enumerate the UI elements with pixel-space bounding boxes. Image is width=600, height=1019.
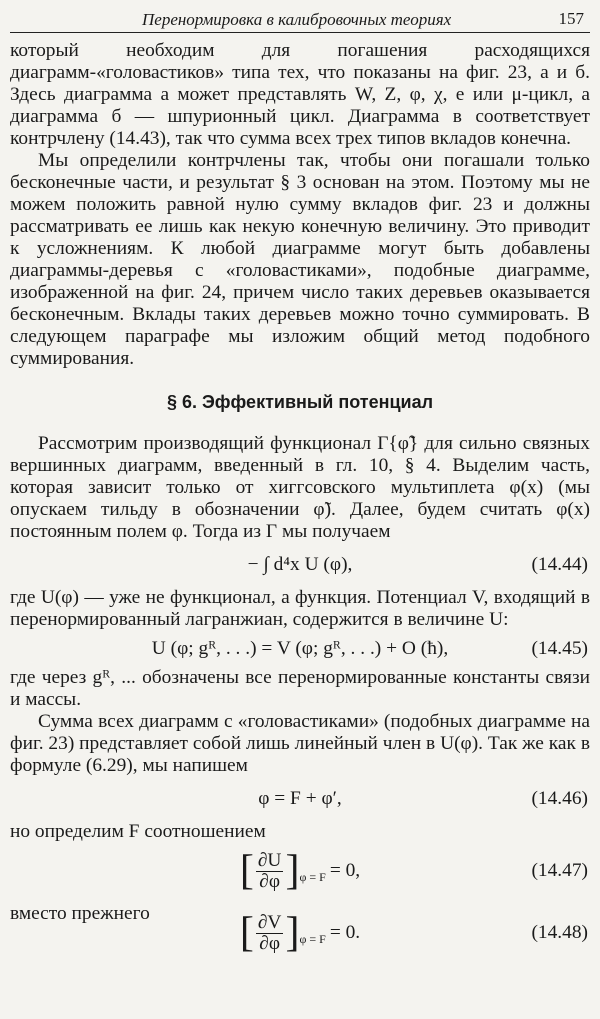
derivative-expression: [ $\frac{\partial V}{\partial\varphi}$ ] φ = F = 0. bbox=[239, 910, 361, 956]
denominator: ∂φ bbox=[259, 870, 281, 892]
page-number: 157 bbox=[558, 9, 584, 28]
fraction bbox=[256, 913, 284, 954]
equation-14-46 bbox=[10, 777, 590, 821]
equation-number: (14.46) bbox=[531, 788, 588, 809]
paragraph: Рассмотрим производящий функционал Γ{φ̃} для сильно связных вершинных диаграмм, введенный в гл. 10, § 4. Выделим часть, которая зависит только от хиггсовского мультиплета φ(x) (мы опускаем тильду в обозначении φ̃). Далее, будем считать φ(x) постоянным полем φ. Тогда из Γ мы получаем bbox=[10, 433, 590, 542]
equation-number: (14.45) bbox=[531, 638, 588, 659]
paragraph: где U(φ) — уже не функционал, а функция. Потенциал V, входящий в перенормированный лагранжиан, содержится в величине U: bbox=[10, 587, 590, 630]
running-head: Перенормировка в калибровочных теориях bbox=[142, 10, 452, 29]
evaluation-subscript: φ = F bbox=[299, 932, 326, 946]
equation-formula: φ = F + φ′, bbox=[258, 788, 342, 809]
equation-number: (14.48) bbox=[531, 922, 588, 943]
equation-rhs: = 0, bbox=[329, 860, 361, 881]
page-header bbox=[10, 6, 590, 33]
equation-14-47 bbox=[10, 843, 590, 899]
paragraph: Мы определили контрчлены так, чтобы они погашали только бесконечные части, и результат § 3 основан на этом. Поэтому мы не можем положить равной нулю сумму вкладов фиг. 23 и должны рассматривать ее лишь как некую конечную величину. Это приводит к усложнениям. К любой диаграмме могут быть добавлены диаграммы-деревья с «головастиками», подобные диаграмме, изображенной на фиг. 24, причем число таких деревьев оказывается бесконечным. Вклады таких деревьев можно точно суммировать. В следующем параграфе мы изложим общий метод подобного суммирования. bbox=[10, 150, 590, 369]
paragraph: который необходим для погашения расходящихся диаграмм-«головастиков» типа тех, что показаны на фиг. 23, а и б. Здесь диаграмма а может представлять W, Z, φ, χ, e или μ-цикл, а диаграмма б — шпурионный цикл. Диаграмма в соответствует контрчлену (14.43), так что сумма всех трех типов вкладов конечна. bbox=[10, 40, 590, 149]
equation-number: (14.47) bbox=[531, 860, 588, 881]
numerator: ∂V bbox=[257, 911, 282, 933]
paragraph: вместо прежнего bbox=[10, 903, 150, 924]
derivative-expression: [ $\frac{\partial U}{\partial\varphi}$ ] φ = F = 0, bbox=[239, 848, 361, 894]
section-title: § 6. Эффективный потенциал bbox=[166, 392, 434, 412]
body-text bbox=[10, 40, 590, 955]
evaluation-subscript: φ = F bbox=[299, 870, 326, 884]
equation-14-45 bbox=[10, 631, 590, 667]
paragraph: но определим F соотношением bbox=[10, 821, 266, 842]
equation-14-48 bbox=[10, 899, 590, 955]
equation-rhs: = 0. bbox=[329, 922, 361, 943]
equation-14-44 bbox=[10, 543, 590, 587]
numerator: ∂U bbox=[257, 849, 282, 871]
equation-number: (14.44) bbox=[531, 554, 588, 575]
denominator: ∂φ bbox=[259, 932, 281, 954]
paragraph: Сумма всех диаграмм с «головастиками» (подобных диаграмме на фиг. 23) представляет собой лишь линейный член в U(φ). Так же как в формуле (6.29), мы напишем bbox=[10, 711, 590, 776]
fraction bbox=[256, 851, 284, 892]
equation-formula: − ∫ d⁴x U (φ), bbox=[247, 554, 353, 575]
paragraph: где через gᴿ, ... обозначены все перенормированные константы связи и массы. bbox=[10, 667, 590, 710]
equation-formula: U (φ; gᴿ, . . .) = V (φ; gᴿ, . . .) + O (ħ), bbox=[151, 638, 449, 659]
